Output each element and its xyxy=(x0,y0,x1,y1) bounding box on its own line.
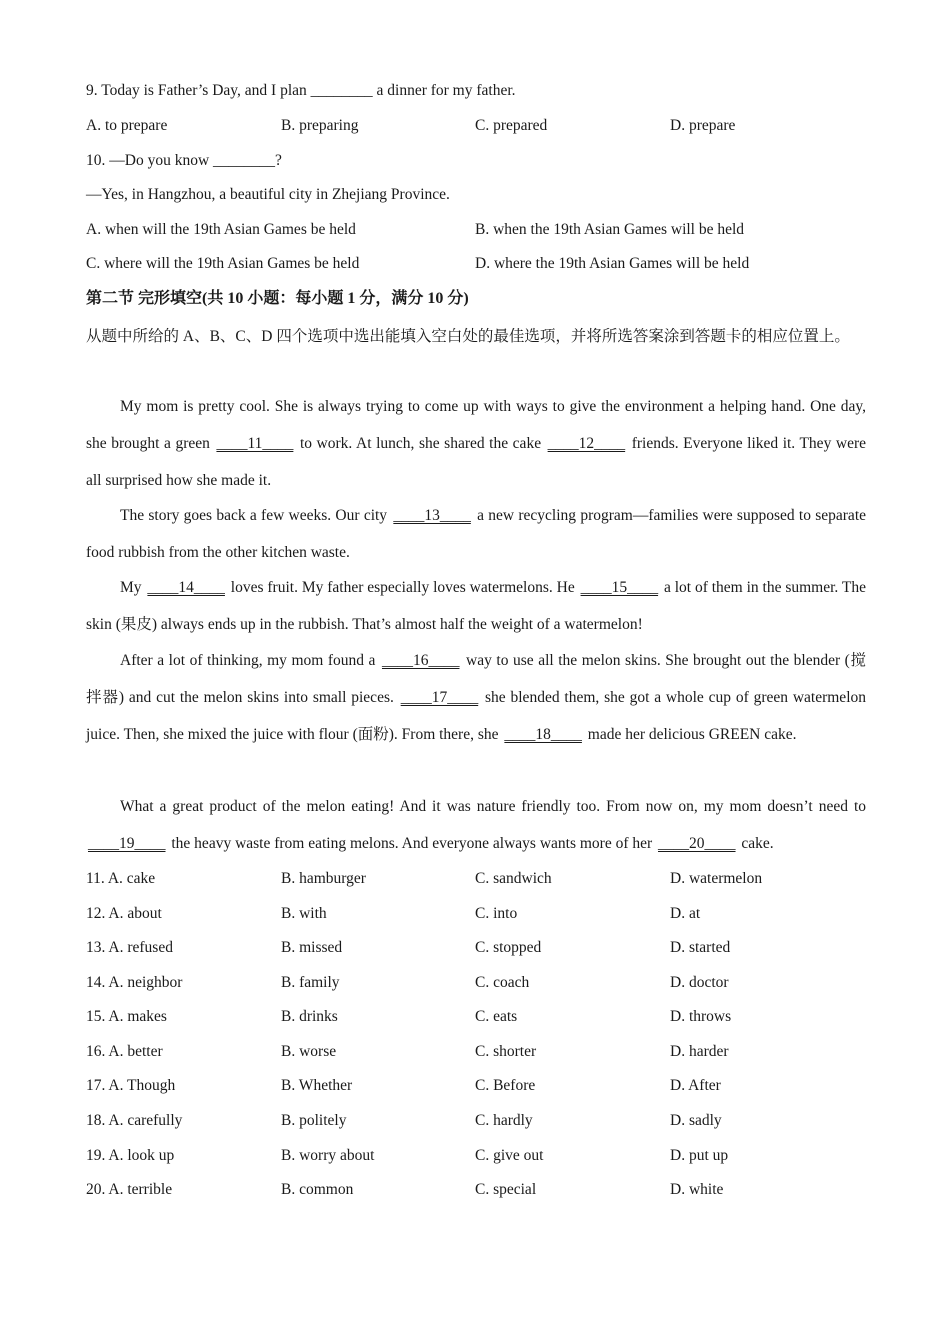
option-d[interactable]: D. white xyxy=(670,1181,724,1198)
option-c[interactable]: C. give out xyxy=(475,1147,544,1164)
choice-row-16 xyxy=(86,1042,866,1062)
option-a[interactable]: A. to prepare xyxy=(86,117,168,134)
blank-11: ____11____ xyxy=(216,435,294,452)
blank-16: ____16____ xyxy=(381,652,460,669)
option-d[interactable]: D. at xyxy=(670,905,701,922)
option-c[interactable]: C. eats xyxy=(475,1008,518,1025)
choice-row-14 xyxy=(86,973,866,993)
blank-20: ____20____ xyxy=(658,835,736,852)
passage-paragraph-3: My ____14____ loves fruit. My father especially loves watermelons. He ____15____ a lot of them in the summer. The skin (果皮) always ends up in the rubbish. That’s almost half the weight of a watermelon! xyxy=(86,579,866,633)
blank-18: ____18____ xyxy=(504,726,582,743)
option-b[interactable]: B. common xyxy=(281,1181,354,1198)
passage-paragraph-1: My mom is pretty cool. She is always trying to come up with ways to give the environment a helping hand. One day, she brought a green ____11____ to work. At lunch, she shared the cake ____12____ friends. Everyone liked it. They were all surprised how she made it. xyxy=(86,398,866,489)
section-instructions: 从题中所给的 A、B、C、D 四个选项中选出能填入空白处的最佳选项，并将所选答案涂到答题卡的相应位置上。 xyxy=(86,328,850,345)
option-d[interactable]: D. throws xyxy=(670,1008,732,1025)
blank-14: ____14____ xyxy=(147,579,225,596)
passage-paragraph-2: The story goes back a few weeks. Our city ____13____ a new recycling program—families were supposed to separate food rubbish from the other kitchen waste. xyxy=(86,507,867,561)
option-b[interactable]: B. family xyxy=(281,974,340,991)
question-10-stem: 10. —Do you know ________? xyxy=(86,152,282,169)
option-d[interactable]: D. sadly xyxy=(670,1112,722,1129)
option-c[interactable]: C. coach xyxy=(475,974,530,991)
option-a[interactable]: 13. A. refused xyxy=(86,939,173,956)
option-a[interactable]: 20. A. terrible xyxy=(86,1181,173,1198)
blank-13: ____13____ xyxy=(393,507,471,524)
option-c[interactable]: C. shorter xyxy=(475,1043,537,1060)
choice-row-18 xyxy=(86,1111,866,1131)
option-a[interactable]: A. when will the 19th Asian Games be held xyxy=(86,221,356,238)
option-b[interactable]: B. worry about xyxy=(281,1147,375,1164)
option-c[interactable]: C. stopped xyxy=(475,939,542,956)
question-9-options xyxy=(86,116,866,136)
option-d[interactable]: D. doctor xyxy=(670,974,729,991)
option-a[interactable]: 17. A. Though xyxy=(86,1077,176,1094)
option-b[interactable]: B. missed xyxy=(281,939,343,956)
choice-row-17 xyxy=(86,1076,866,1096)
passage-paragraph-4: After a lot of thinking, my mom found a ____16____ way to use all the melon skins. She brought out the blender (搅拌器) and cut the melon skins into small pieces. ____17____ she blended them, she got a whole cup of green watermelon juice. Then, she mixed the juice with flour (面粉). From there, she ____18____ made her delicious GREEN cake. xyxy=(86,652,866,743)
option-b[interactable]: B. worse xyxy=(281,1043,337,1060)
option-d[interactable]: D. harder xyxy=(670,1043,729,1060)
question-9-stem: 9. Today is Father’s Day, and I plan ________ a dinner for my father. xyxy=(86,82,516,99)
passage-paragraph-5: What a great product of the melon eating! And it was nature friendly too. From now on, my mom doesn’t need to ____19____ the heavy waste from eating melons. And everyone always wants more of her ____20____ cake. xyxy=(88,798,866,852)
blank-19: ____19____ xyxy=(88,835,166,852)
option-b[interactable]: B. with xyxy=(281,905,327,922)
option-c[interactable]: C. where will the 19th Asian Games be held xyxy=(86,255,360,272)
option-c[interactable]: C. special xyxy=(475,1181,537,1198)
option-b[interactable]: B. preparing xyxy=(281,117,359,134)
option-d[interactable]: D. where the 19th Asian Games will be held xyxy=(475,255,750,272)
blank-12: ____12____ xyxy=(547,435,626,452)
blank-15: ____15____ xyxy=(580,579,659,596)
option-d[interactable]: D. watermelon xyxy=(670,870,763,887)
option-c[interactable]: C. hardly xyxy=(475,1112,533,1129)
option-d[interactable]: D. After xyxy=(670,1077,721,1094)
blank-17: ____17____ xyxy=(400,689,479,706)
question-10-reply: —Yes, in Hangzhou, a beautiful city in Zhejiang Province. xyxy=(86,186,450,203)
option-a[interactable]: 16. A. better xyxy=(86,1043,163,1060)
option-c[interactable]: C. Before xyxy=(475,1077,536,1094)
option-d[interactable]: D. started xyxy=(670,939,731,956)
option-a[interactable]: 11. A. cake xyxy=(86,870,156,887)
option-c[interactable]: C. into xyxy=(475,905,518,922)
choice-row-11 xyxy=(86,869,866,889)
option-b[interactable]: B. Whether xyxy=(281,1077,353,1094)
choice-row-19 xyxy=(86,1146,866,1166)
option-b[interactable]: B. politely xyxy=(281,1112,347,1129)
option-a[interactable]: 15. A. makes xyxy=(86,1008,167,1025)
question-10-options-row1 xyxy=(86,220,866,240)
option-b[interactable]: B. drinks xyxy=(281,1008,338,1025)
option-c[interactable]: C. prepared xyxy=(475,117,548,134)
option-b[interactable]: B. hamburger xyxy=(281,870,366,887)
option-c[interactable]: C. sandwich xyxy=(475,870,552,887)
option-a[interactable]: 18. A. carefully xyxy=(86,1112,183,1129)
option-a[interactable]: 12. A. about xyxy=(86,905,162,922)
option-b[interactable]: B. when the 19th Asian Games will be held xyxy=(475,221,745,238)
option-a[interactable]: 14. A. neighbor xyxy=(86,974,183,991)
choice-row-13 xyxy=(86,938,866,958)
option-d[interactable]: D. prepare xyxy=(670,117,736,134)
choice-row-15 xyxy=(86,1007,866,1027)
option-d[interactable]: D. put up xyxy=(670,1147,729,1164)
option-a[interactable]: 19. A. look up xyxy=(86,1147,175,1164)
section-heading: 第二节 完形填空(共 10 小题：每小题 1 分，满分 10 分) xyxy=(86,290,469,307)
choice-row-20 xyxy=(86,1180,866,1200)
question-10-options-row2 xyxy=(86,254,866,274)
choice-row-12 xyxy=(86,904,866,924)
